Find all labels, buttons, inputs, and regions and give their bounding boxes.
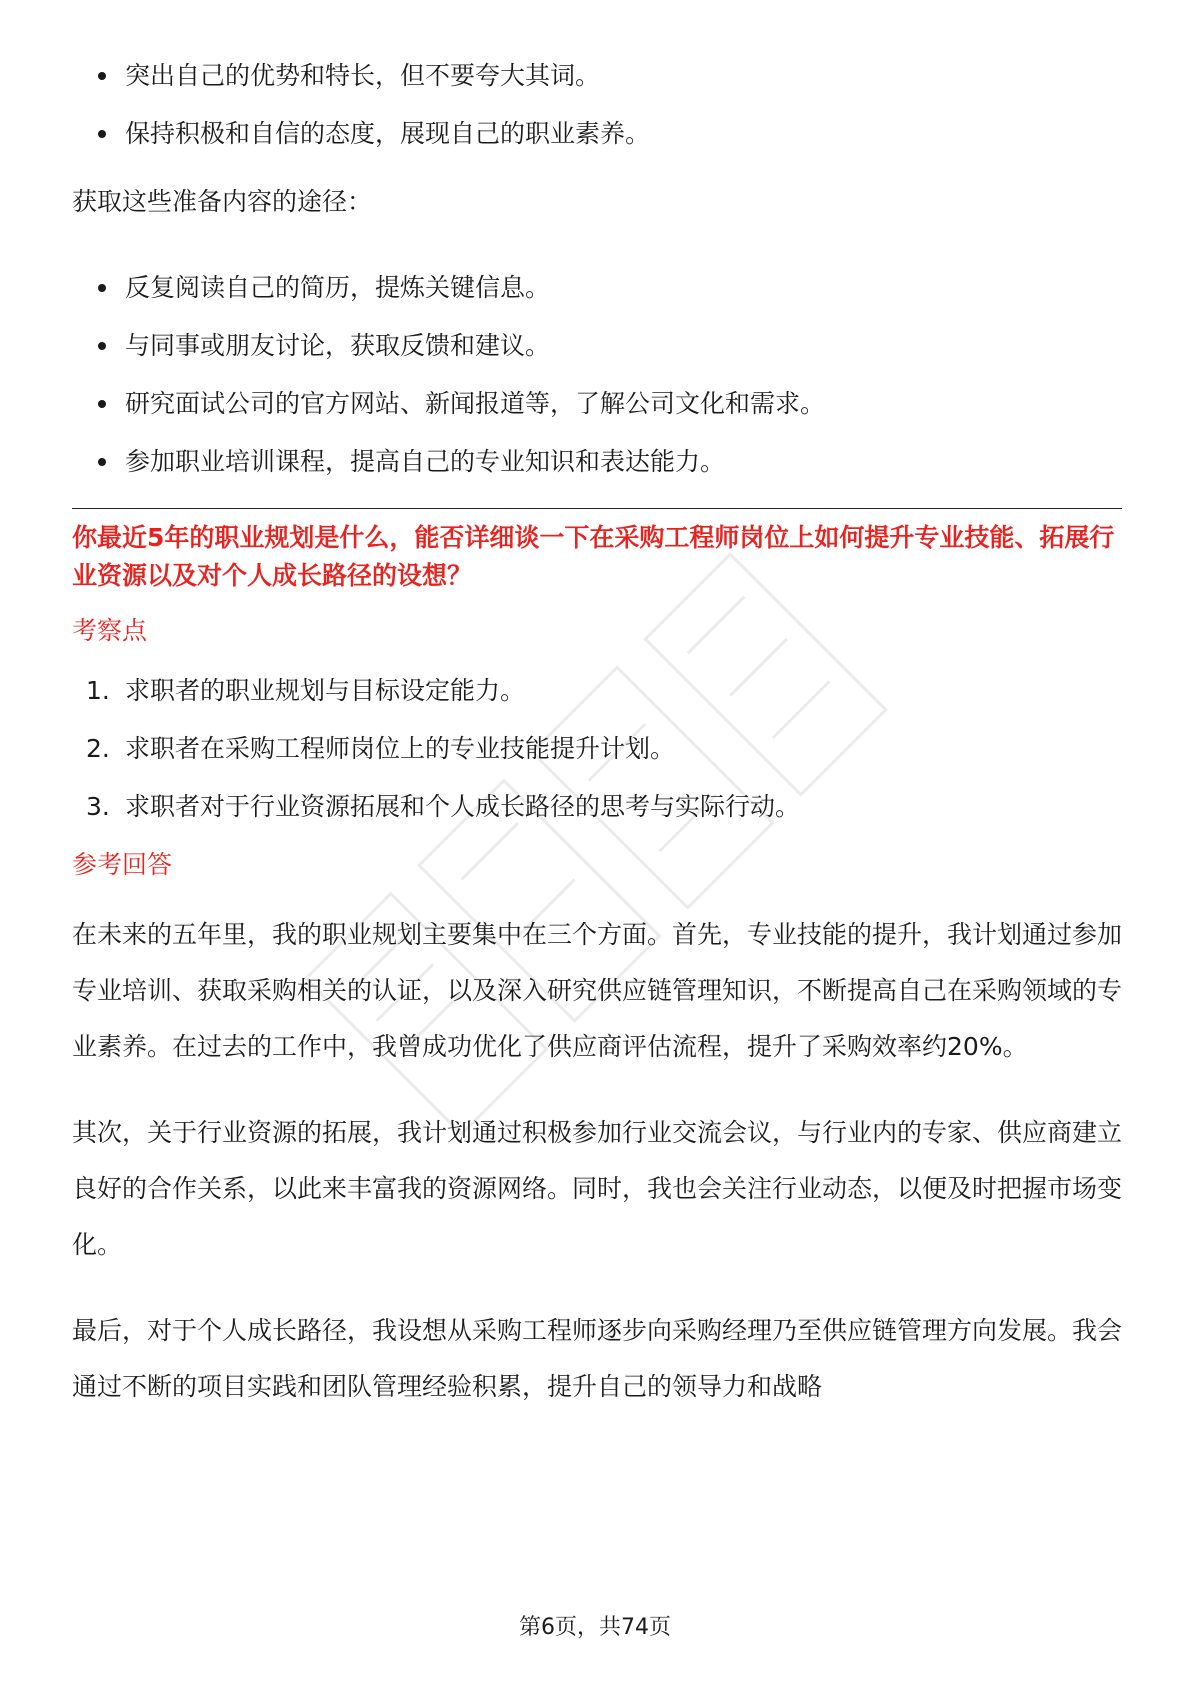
item-number: 1. [86, 676, 110, 705]
bullet-icon [98, 400, 106, 408]
intro-heading: 获取这些准备内容的途径： [72, 187, 373, 216]
list-item: 1. 求职者的职业规划与目标设定能力。 [72, 673, 1122, 709]
bullet-icon [98, 72, 106, 80]
list-item: 突出自己的优势和特长，但不要夸大其词。 [72, 58, 1122, 94]
answer-title: 参考回答 [72, 850, 173, 879]
bullet-icon [98, 130, 106, 138]
answer-paragraph: 其次，关于行业资源的拓展，我计划通过积极参加行业交流会议，与行业内的专家、供应商建立良好的合作关系，以此来丰富我的资源网络。同时，我也会关注行业动态，以便及时把握市场变化。 [72, 1118, 1123, 1259]
page-content [72, 58, 1122, 1445]
list-item: 3. 求职者对于行业资源拓展和个人成长路径的思考与实际行动。 [72, 789, 1122, 825]
list-item: 反复阅读自己的简历，提炼关键信息。 [72, 270, 1122, 306]
list-item: 研究面试公司的官方网站、新闻报道等，了解公司文化和需求。 [72, 386, 1122, 422]
item-number: 2. [86, 734, 110, 763]
list-item: 2. 求职者在采购工程师岗位上的专业技能提升计划。 [72, 731, 1122, 767]
bullet-list-ways [72, 270, 1122, 480]
bullet-icon [98, 284, 106, 292]
list-item: 参加职业培训课程，提高自己的专业知识和表达能力。 [72, 444, 1122, 480]
answer-paragraph: 最后，对于个人成长路径，我设想从采购工程师逐步向采购经理乃至供应链管理方向发展。我会通过不断的项目实践和团队管理经验积累，提升自己的领导力和战略 [72, 1316, 1123, 1401]
list-item: 与同事或朋友讨论，获取反馈和建议。 [72, 328, 1122, 364]
section-divider [72, 508, 1122, 509]
answer-paragraph: 在未来的五年里，我的职业规划主要集中在三个方面。首先，专业技能的提升，我计划通过参加专业培训、获取采购相关的认证，以及深入研究供应链管理知识，不断提高自己在采购领域的专业素养。在过去的工作中，我曾成功优化了供应商评估流程，提升了采购效率约20%。 [72, 920, 1123, 1061]
item-number: 3. [86, 792, 110, 821]
page-footer: 第6页，共74页 [519, 1615, 671, 1640]
question-heading: 你最近5年的职业规划是什么，能否详细谈一下在采购工程师岗位上如何提升专业技能、拓展行业资源以及对个人成长路径的设想？ [72, 523, 1115, 590]
list-item: 保持积极和自信的态度，展现自己的职业素养。 [72, 116, 1122, 152]
assessment-list [72, 673, 1122, 825]
bullet-icon [98, 458, 106, 466]
bullet-icon [98, 342, 106, 350]
bullet-list-tips [72, 58, 1122, 152]
assessment-title: 考察点 [72, 616, 148, 645]
